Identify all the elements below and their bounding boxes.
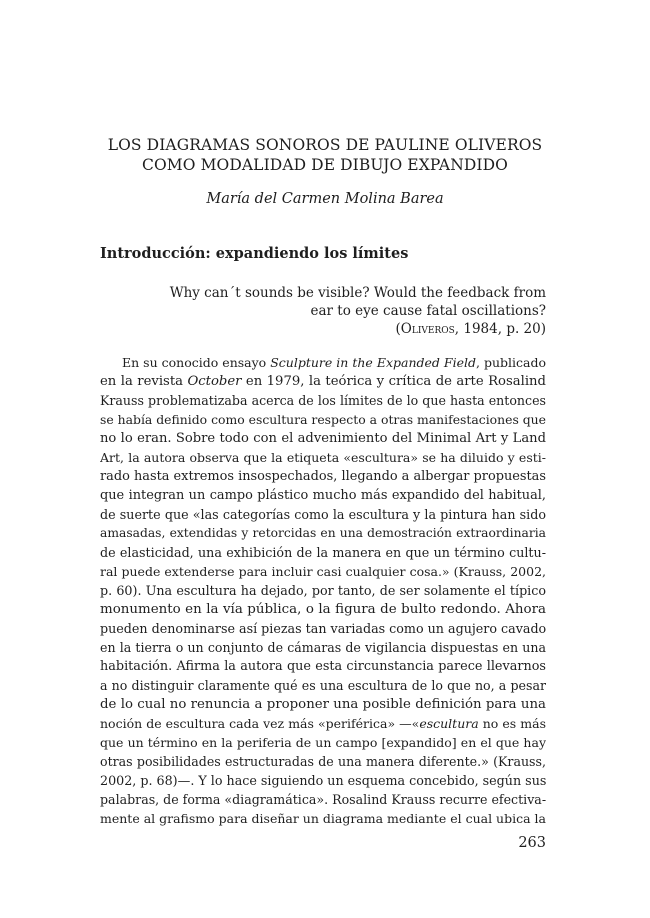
body-line-16: en la tierra o un conjunto de cámaras de vigilancia dispuestas en una	[100, 640, 546, 655]
body-text: en la revista	[100, 374, 188, 389]
body-line-13: p. 60). Una escultura ha dejado, por tanto, de ser solamente el típico	[100, 583, 546, 598]
body-line-20	[100, 716, 546, 731]
citation-author: Oliveros	[400, 321, 455, 337]
body-text: en 1979, la teórica y crítica de arte Rosalind	[241, 374, 546, 389]
emphasis: escultura	[419, 716, 479, 731]
body-line-22: otras posibilidades estructuradas de una manera diferente.» (Krauss,	[100, 754, 546, 769]
essay-title: Sculpture in the Expanded Field	[270, 355, 476, 370]
author-name: María del Carmen Molina Barea	[206, 191, 444, 207]
body-line-18: a no distinguir claramente qué es una escultura de lo que no, a pesar	[100, 678, 546, 693]
body-line-21: que un término en la periferia de un campo [expandido] en el que hay	[100, 735, 546, 750]
body-line-3: Krauss problematizaba acerca de los límites de lo que hasta entonces	[100, 393, 546, 408]
body-line-5: no lo eran. Sobre todo con el advenimiento del Minimal Art y Land	[100, 431, 546, 446]
body-line-8: que integran un campo plástico mucho más expandido del habitual,	[100, 488, 546, 503]
body-line-1	[122, 355, 546, 370]
body-line-17: habitación. Afirma la autora que esta circunstancia parece llevarnos	[100, 659, 546, 674]
body-line-25: mente al grafismo para diseñar un diagrama mediante el cual ubica la	[100, 811, 546, 826]
journal-title: October	[187, 374, 242, 389]
body-line-19: de lo cual no renuncia a proponer una posible definición para una	[100, 697, 546, 712]
body-line-10: amasadas, extendidas y retorcidas en una demostración extraordinaria	[100, 526, 546, 540]
body-line-9: de suerte que «las categorías como la escultura y la pintura han sido	[100, 507, 546, 522]
chapter-title-line-2: COMO MODALIDAD DE DIBUJO EXPANDIDO	[142, 156, 508, 174]
body-line-15: pueden denominarse así piezas tan variadas como un agujero cavado	[100, 621, 546, 636]
section-heading: Introducción: expandiendo los límites	[100, 245, 409, 262]
epigraph-citation	[396, 321, 546, 337]
body-line-11: de elasticidad, una exhibición de la manera en que un término cultu-	[100, 545, 546, 560]
citation-open: (	[395, 321, 401, 337]
epigraph-line-1: Why can´t sounds be visible? Would the feedback from	[169, 285, 546, 301]
epigraph-line-2: ear to eye cause fatal oscillations?	[310, 303, 546, 319]
body-text: En su conocido ensayo	[122, 355, 271, 370]
body-line-14: monumento en la vía pública, o la figura de bulto redondo. Ahora	[100, 602, 546, 617]
body-line-7: rado hasta extremos insospechados, llegando a albergar propuestas	[100, 469, 546, 484]
body-line-12: ral puede extenderse para incluir casi cualquier cosa.» (Krauss, 2002,	[100, 564, 546, 579]
citation-rest: , 1984, p. 20)	[454, 321, 546, 337]
body-line-2	[100, 374, 546, 389]
body-text: noción de escultura cada vez más «periférica» —«	[100, 716, 420, 731]
page-number: 263	[518, 835, 546, 851]
body-line-6: Art, la autora observa que la etiqueta «escultura» se ha diluido y esti-	[100, 450, 546, 465]
chapter-title-line-1: LOS DIAGRAMAS SONOROS DE PAULINE OLIVEROS	[107, 136, 543, 154]
body-line-23: 2002, p. 68)—. Y lo hace siguiendo un esquema concebido, según sus	[100, 773, 546, 788]
body-text: , publicado	[475, 355, 546, 370]
body-text: no es más	[478, 716, 546, 731]
body-line-4: se había definido como escultura respecto a otras manifestaciones que	[100, 412, 546, 427]
body-line-24: palabras, de forma «diagramática». Rosalind Krauss recurre efectiva-	[100, 792, 546, 807]
